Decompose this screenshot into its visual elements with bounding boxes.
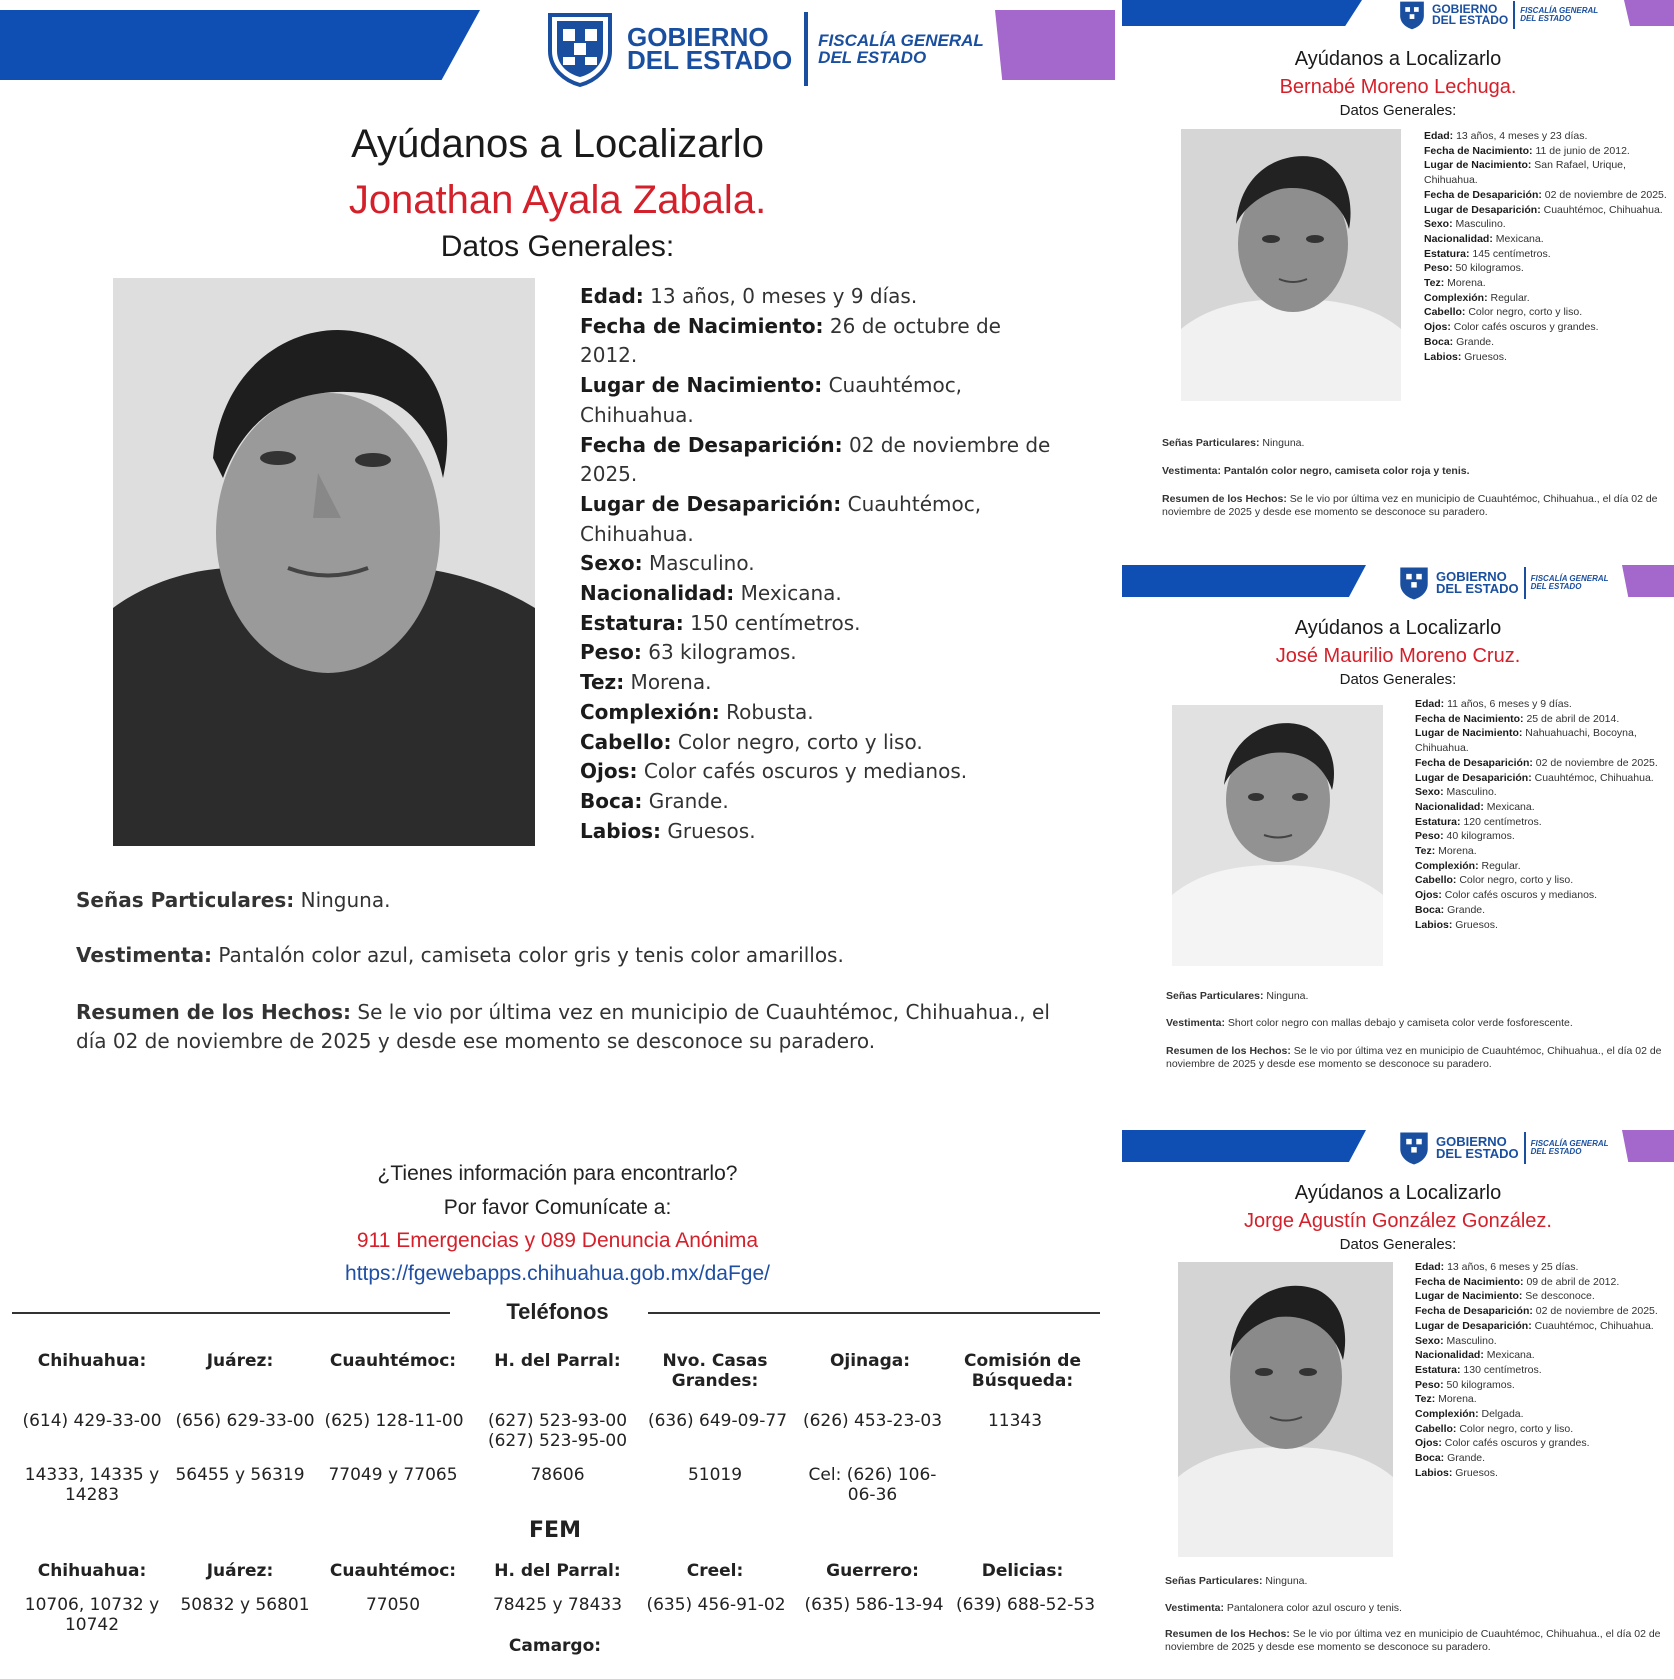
- detail-line: Fecha de Nacimiento: 26 de octubre de 2012.: [580, 313, 1001, 368]
- logo-gobierno-line1: GOBIERNO: [1436, 569, 1507, 585]
- phone-cell: (636) 649-09-77: [647, 1411, 788, 1431]
- detail-line: Ojos: Color cafés oscuros y medianos.: [580, 759, 968, 784]
- state-seal-icon: [545, 11, 615, 87]
- phone-cell: (627) 523-93-00 (627) 523-95-00: [487, 1411, 628, 1451]
- detail-line: Labios: Gruesos.: [1424, 350, 1507, 363]
- phones-header-row: [0, 1352, 1115, 1412]
- phone-cell: 77049 y 77065: [328, 1465, 458, 1485]
- detail-line: Lugar de Desaparición: Cuauhtémoc, Chihuahua.: [580, 491, 982, 546]
- detail-line: Peso: 50 kilogramos.: [1424, 262, 1524, 275]
- phone-cell: (614) 429-33-00: [22, 1411, 162, 1431]
- contact-instruction: Por favor Comunícate a:: [443, 1196, 672, 1219]
- logo-fiscalia-line1: FISCALÍA GENERAL: [1520, 6, 1599, 15]
- detail-line: Edad: 13 años, 6 meses y 25 días.: [1415, 1261, 1579, 1273]
- detail-line: Lugar de Desaparición: Cuauhtémoc, Chihuahua.: [1415, 771, 1654, 784]
- logo-divider: [804, 12, 808, 86]
- detail-line: Boca: Grande.: [580, 788, 729, 813]
- detail-line: Peso: 40 kilogramos.: [1415, 830, 1515, 843]
- vestimenta: Vestimenta: Pantalonera color azul oscuro y tenis.: [1165, 1602, 1402, 1614]
- detail-line: Lugar de Nacimiento: Se desconoce.: [1415, 1290, 1595, 1303]
- poster-heading: Ayúdanos a Localizarlo: [1294, 1182, 1502, 1204]
- header-purple-bar: [1622, 1130, 1674, 1162]
- fem-phone-cell: 50832 y 56801: [180, 1595, 310, 1615]
- logo-fiscalia-line2: DEL ESTADO: [1530, 582, 1582, 591]
- logo-gobierno-line2: DEL ESTADO: [1432, 13, 1509, 27]
- telefonos-title: Teléfonos: [506, 1299, 609, 1324]
- vestimenta: Vestimenta: Pantalón color negro, camiseta color roja y tenis.: [1162, 465, 1470, 477]
- person-details: [580, 282, 1060, 846]
- person-details: [1424, 129, 1669, 364]
- detail-line: Nacionalidad: Mexicana.: [580, 581, 842, 606]
- detail-line: Complexión: Robusta.: [580, 699, 814, 724]
- person-photo: [1172, 705, 1383, 966]
- detail-line: Ojos: Color cafés oscuros y medianos.: [1415, 889, 1598, 902]
- fem-phone-cell: 77050: [365, 1595, 421, 1615]
- fem-phone-cell: (635) 586-13-94: [804, 1595, 944, 1615]
- state-seal-icon: [1398, 1130, 1430, 1166]
- resumen-hechos: Resumen de los Hechos: Se le vio por última vez en municipio de Cuauhtémoc, Chihuahua., el día 02 de noviembre de 2025 y desde ese momento se desconoce su paradero.: [1166, 1045, 1662, 1070]
- detail-line: Complexión: Regular.: [1424, 291, 1530, 304]
- person-photo: [1178, 1262, 1393, 1557]
- fem-head-cell: Juárez:: [206, 1561, 274, 1581]
- person-photo: [1181, 129, 1401, 401]
- detail-line: Estatura: 120 centímetros.: [1415, 815, 1542, 828]
- camargo-label: Camargo:: [508, 1636, 602, 1656]
- detail-line: Lugar de Desaparición: Cuauhtémoc, Chihuahua.: [1415, 1319, 1654, 1332]
- resumen-hechos: Resumen de los Hechos: Se le vio por última vez en municipio de Cuauhtémoc, Chihuahua., el día 02 de noviembre de 2025 y desde ese momento se desconoce su paradero.: [76, 1000, 1050, 1053]
- detail-line: Sexo: Masculino.: [1415, 1334, 1497, 1347]
- detail-line: Labios: Gruesos.: [580, 818, 756, 843]
- senas-particulares: Señas Particulares: Ninguna.: [1165, 1575, 1308, 1587]
- logo-divider: [1524, 1132, 1526, 1164]
- detail-line: Fecha de Nacimiento: 25 de abril de 2014.: [1415, 712, 1620, 725]
- detail-line: Tez: Morena.: [1415, 845, 1477, 858]
- detail-line: Sexo: Masculino.: [580, 551, 755, 576]
- header-blue-bar: [1122, 1130, 1366, 1162]
- detail-line: Fecha de Desaparición: 02 de noviembre de 2025.: [1415, 756, 1658, 769]
- fem-phone-cell: 78425 y 78433: [492, 1595, 623, 1615]
- phone-cell: 51019: [687, 1465, 743, 1485]
- datos-generales-title: Datos Generales:: [440, 230, 675, 263]
- logo-gobierno-line2: DEL ESTADO: [627, 45, 793, 75]
- fem-head-cell: Cuauhtémoc:: [329, 1561, 457, 1581]
- detail-line: Lugar de Nacimiento: San Rafael, Urique, Chihuahua.: [1424, 159, 1626, 187]
- logo-fiscalia-line2: DEL ESTADO: [1530, 1147, 1582, 1156]
- detail-line: Tez: Morena.: [1424, 277, 1486, 290]
- poster-heading: Ayúdanos a Localizarlo: [1294, 48, 1502, 70]
- logo-fiscalia-line2: DEL ESTADO: [818, 48, 927, 67]
- header-blue-bar: [0, 10, 480, 80]
- detail-line: Sexo: Masculino.: [1424, 218, 1506, 231]
- detail-line: Fecha de Nacimiento: 09 de abril de 2012.: [1415, 1275, 1620, 1288]
- detail-line: Fecha de Desaparición: 02 de noviembre de 2025.: [580, 432, 1051, 487]
- detail-line: Fecha de Desaparición: 02 de noviembre de 2025.: [1415, 1305, 1658, 1318]
- detail-line: Cabello: Color negro, corto y liso.: [580, 729, 923, 754]
- logo-gobierno-line2: DEL ESTADO: [1436, 1146, 1519, 1161]
- logo-fiscalia-line1: FISCALÍA GENERAL: [1530, 1139, 1609, 1148]
- detail-line: Tez: Morena.: [580, 670, 712, 695]
- header-purple-bar: [1624, 0, 1674, 26]
- detail-line: Nacionalidad: Mexicana.: [1424, 232, 1544, 245]
- detail-line: Edad: 13 años, 4 meses y 23 días.: [1424, 130, 1588, 142]
- column-divider: [1115, 0, 1122, 1679]
- phones-head-cell: Comisión de Búsqueda:: [963, 1351, 1082, 1391]
- government-logo: [1398, 1130, 1609, 1166]
- detail-line: Lugar de Nacimiento: Nahuahuachi, Bocoyna, Chihuahua.: [1415, 727, 1637, 755]
- phone-cell: 56455 y 56319: [175, 1465, 305, 1485]
- logo-gobierno-line1: GOBIERNO: [1436, 1134, 1507, 1150]
- phones-head-cell: Juárez:: [206, 1351, 274, 1371]
- vestimenta: Vestimenta: Pantalón color azul, camiseta color gris y tenis color amarillos.: [76, 943, 844, 967]
- detail-line: Labios: Gruesos.: [1415, 1466, 1498, 1479]
- person-details: [1415, 697, 1670, 932]
- detail-line: Edad: 11 años, 6 meses y 9 días.: [1415, 698, 1572, 710]
- phone-cell: 11343: [987, 1411, 1043, 1431]
- phone-cell: 78606: [530, 1465, 585, 1485]
- detail-line: Cabello: Color negro, corto y liso.: [1424, 306, 1583, 319]
- logo-gobierno-line1: GOBIERNO: [1432, 2, 1498, 17]
- header-blue-bar: [1122, 0, 1362, 26]
- government-logo: [1398, 565, 1609, 601]
- detail-line: Complexión: Delgada.: [1415, 1408, 1524, 1421]
- detail-line: Boca: Grande.: [1415, 1452, 1486, 1465]
- phones-head-cell: H. del Parral:: [494, 1351, 621, 1371]
- logo-fiscalia-line1: FISCALÍA GENERAL: [818, 31, 984, 50]
- phone-cell: Cel: (626) 106-06-36: [808, 1465, 937, 1505]
- fem-phone-cell: (635) 456-91-02: [646, 1595, 786, 1615]
- detail-line: Boca: Grande.: [1424, 335, 1495, 348]
- report-url-link[interactable]: https://fgewebapps.chihuahua.gob.mx/daFge/: [345, 1262, 770, 1285]
- phone-cell: (625) 128-11-00: [324, 1411, 464, 1431]
- resumen-hechos: Resumen de los Hechos: Se le vio por última vez en municipio de Cuauhtémoc, Chihuahua., el día 02 de noviembre de 2025 y desde ese momento se desconoce su paradero.: [1162, 493, 1658, 518]
- senas-particulares: Señas Particulares: Ninguna.: [1166, 990, 1309, 1002]
- fem-head-cell: Guerrero:: [826, 1561, 919, 1581]
- telefonos-divider-right: [648, 1312, 1100, 1314]
- logo-fiscalia-line1: FISCALÍA GENERAL: [1530, 574, 1609, 583]
- detail-line: Ojos: Color cafés oscuros y grandes.: [1424, 321, 1599, 334]
- missing-person-name: Bernabé Moreno Lechuga.: [1279, 76, 1517, 98]
- person-details: [1415, 1260, 1670, 1481]
- missing-person-name: Jorge Agustín González González.: [1244, 1210, 1552, 1232]
- senas-particulares: Señas Particulares: Ninguna.: [76, 888, 391, 912]
- logo-gobierno-line2: DEL ESTADO: [1436, 581, 1519, 596]
- header-purple-bar: [1622, 565, 1674, 597]
- fem-head-cell: Creel:: [686, 1561, 744, 1581]
- emergency-numbers: 911 Emergencias y 089 Denuncia Anónima: [356, 1229, 759, 1252]
- person-photo: [113, 278, 535, 846]
- fem-head-cell: Delicias:: [981, 1561, 1064, 1581]
- phones-table: [0, 1352, 1115, 1679]
- fem-phone-cell: 10706, 10732 y 10742: [24, 1595, 160, 1635]
- detail-line: Lugar de Desaparición: Cuauhtémoc, Chihuahua.: [1424, 203, 1663, 216]
- phone-cell: (656) 629-33-00: [175, 1411, 315, 1431]
- detail-line: Tez: Morena.: [1415, 1393, 1477, 1406]
- header-blue-bar: [1122, 565, 1366, 597]
- logo-divider: [1513, 1, 1515, 29]
- phone-cell: (626) 453-23-03: [802, 1411, 943, 1431]
- detail-line: Edad: 13 años, 0 meses y 9 días.: [580, 284, 918, 308]
- fem-head-cell: H. del Parral:: [494, 1561, 621, 1581]
- logo-divider: [1524, 567, 1526, 599]
- mini-poster: [1122, 1130, 1674, 1679]
- state-seal-icon: [1398, 565, 1430, 601]
- detail-line: Sexo: Masculino.: [1415, 786, 1497, 799]
- datos-generales-title: Datos Generales:: [1339, 1236, 1457, 1253]
- poster-heading: Ayúdanos a Localizarlo: [1294, 617, 1502, 639]
- detail-line: Peso: 63 kilogramos.: [580, 640, 797, 665]
- detail-line: Fecha de Nacimiento: 11 de junio de 2012.: [1424, 144, 1630, 157]
- government-logo: [1398, 0, 1598, 30]
- fem-head-cell: Chihuahua:: [37, 1561, 147, 1581]
- phone-cell: 14333, 14335 y 14283: [24, 1465, 160, 1505]
- resumen-hechos: Resumen de los Hechos: Se le vio por última vez en municipio de Cuauhtémoc, Chihuahua., el día 02 de noviembre de 2025 y desde ese momento se desconoce su paradero.: [1165, 1628, 1661, 1653]
- logo-fiscalia-line2: DEL ESTADO: [1520, 14, 1572, 23]
- phones-row: [0, 1412, 1115, 1472]
- contact-question: ¿Tienes información para encontrarlo?: [377, 1162, 738, 1185]
- state-seal-icon: [1398, 0, 1426, 30]
- mini-poster: [1122, 0, 1674, 550]
- detail-line: Estatura: 150 centímetros.: [580, 610, 861, 635]
- detail-line: Estatura: 130 centímetros.: [1415, 1363, 1542, 1376]
- detail-line: Cabello: Color negro, corto y liso.: [1415, 874, 1574, 887]
- missing-person-name: José Maurilio Moreno Cruz.: [1275, 645, 1521, 667]
- fem-title: FEM: [529, 1518, 581, 1543]
- datos-generales-title: Datos Generales:: [1339, 102, 1457, 119]
- phones-head-cell: Cuauhtémoc:: [329, 1351, 457, 1371]
- detail-line: Labios: Gruesos.: [1415, 918, 1498, 931]
- detail-line: Complexión: Regular.: [1415, 859, 1521, 872]
- detail-line: Cabello: Color negro, corto y liso.: [1415, 1422, 1574, 1435]
- detail-line: Ojos: Color cafés oscuros y grandes.: [1415, 1437, 1590, 1450]
- phones-head-cell: Ojinaga:: [829, 1351, 911, 1371]
- government-logo: [545, 10, 984, 88]
- detail-line: Estatura: 145 centímetros.: [1424, 247, 1551, 260]
- vestimenta: Vestimenta: Short color negro con mallas debajo y camiseta color verde fosforescente.: [1166, 1017, 1573, 1029]
- missing-person-name: Jonathan Ayala Zabala.: [348, 178, 767, 222]
- detail-line: Fecha de Desaparición: 02 de noviembre de 2025.: [1424, 188, 1667, 201]
- fem-phone-cell: (639) 688-52-53: [955, 1595, 1096, 1615]
- poster-heading: Ayúdanos a Localizarlo: [351, 122, 764, 166]
- detail-line: Nacionalidad: Mexicana.: [1415, 1349, 1535, 1362]
- mini-poster: [1122, 565, 1674, 1115]
- senas-particulares: Señas Particulares: Ninguna.: [1162, 437, 1305, 449]
- detail-line: Lugar de Nacimiento: Cuauhtémoc, Chihuahua.: [580, 373, 963, 427]
- detail-line: Nacionalidad: Mexicana.: [1415, 800, 1535, 813]
- detail-line: Peso: 50 kilogramos.: [1415, 1378, 1515, 1391]
- phones-head-cell: Chihuahua:: [37, 1351, 147, 1371]
- logo-gobierno-line1: GOBIERNO: [627, 21, 769, 52]
- header-purple-bar: [995, 10, 1115, 80]
- datos-generales-title: Datos Generales:: [1339, 671, 1457, 688]
- phones-row: [0, 1466, 1115, 1526]
- detail-line: Boca: Grande.: [1415, 903, 1486, 916]
- phones-head-cell: Nvo. Casas Grandes:: [662, 1351, 768, 1391]
